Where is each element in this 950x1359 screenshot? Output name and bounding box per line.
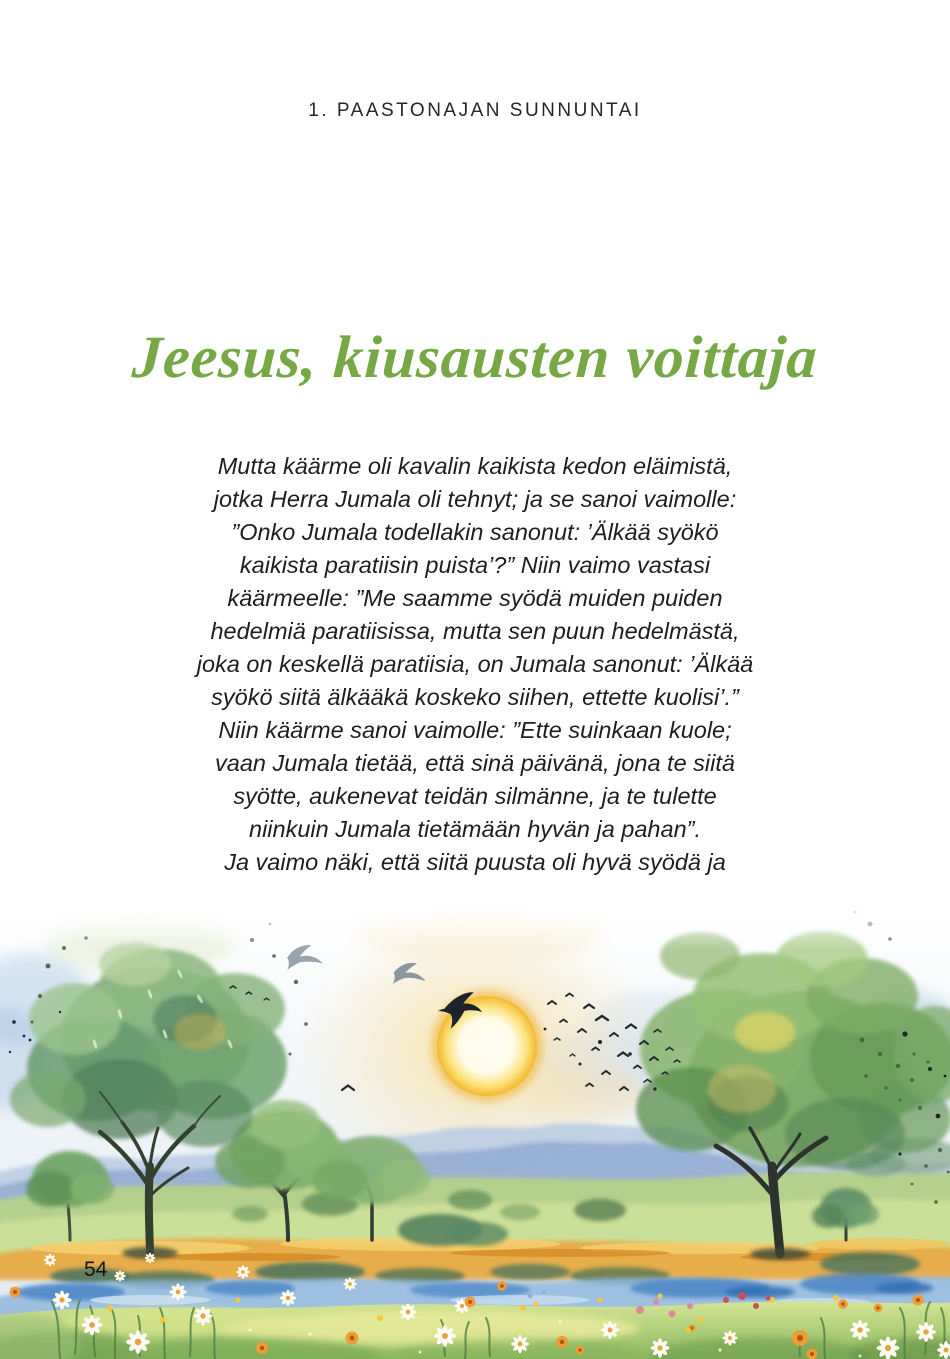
scripture-line: hedelmiä paratiisissa, mutta sen puun hedelmästä, — [210, 618, 740, 644]
page-number: 54 — [84, 1258, 108, 1281]
scripture-line: käärmeelle: ”Me saamme syödä muiden puiden — [227, 585, 723, 611]
scripture-text — [95, 450, 855, 879]
meadow — [0, 1302, 950, 1359]
top-fade — [0, 904, 950, 950]
scripture-line: jotka Herra Jumala oli tehnyt; ja se sanoi vaimolle: — [213, 486, 737, 512]
page-title: Jeesus, kiusausten voittaja — [130, 324, 820, 390]
scripture-line: Mutta käärme oli kavalin kaikista kedon eläimistä, — [217, 453, 733, 479]
scripture-line: syötte, aukenevat teidän silmänne, ja te tulette — [233, 783, 717, 809]
scripture-line: niinkuin Jumala tietämään hyvän ja pahan”. — [249, 816, 701, 842]
scripture-line: Ja vaimo näki, että siitä puusta oli hyvä syödä ja — [224, 849, 726, 875]
watercolor-landscape-illustration — [0, 904, 950, 1359]
chapter-header: 1. PAASTONAJAN SUNNUNTAI — [308, 100, 642, 121]
scripture-line: ”Onko Jumala todellakin sanonut: ’Älkää syökö — [231, 519, 719, 545]
landscape-svg — [0, 904, 950, 1359]
scripture-line: kaikista paratiisin puista’?” Niin vaimo vastasi — [239, 552, 711, 578]
scripture-line: joka on keskellä paratiisia, on Jumala sanonut: ’Älkää — [196, 651, 754, 677]
scripture-line: Niin käärme sanoi vaimolle: ”Ette suinkaan kuole; — [218, 717, 732, 743]
scripture-line: vaan Jumala tietää, että sinä päivänä, jona te siitä — [215, 750, 735, 776]
scripture-line: syökö siitä älkääkä koskeko siihen, ettette kuolisi’.” — [211, 684, 739, 710]
